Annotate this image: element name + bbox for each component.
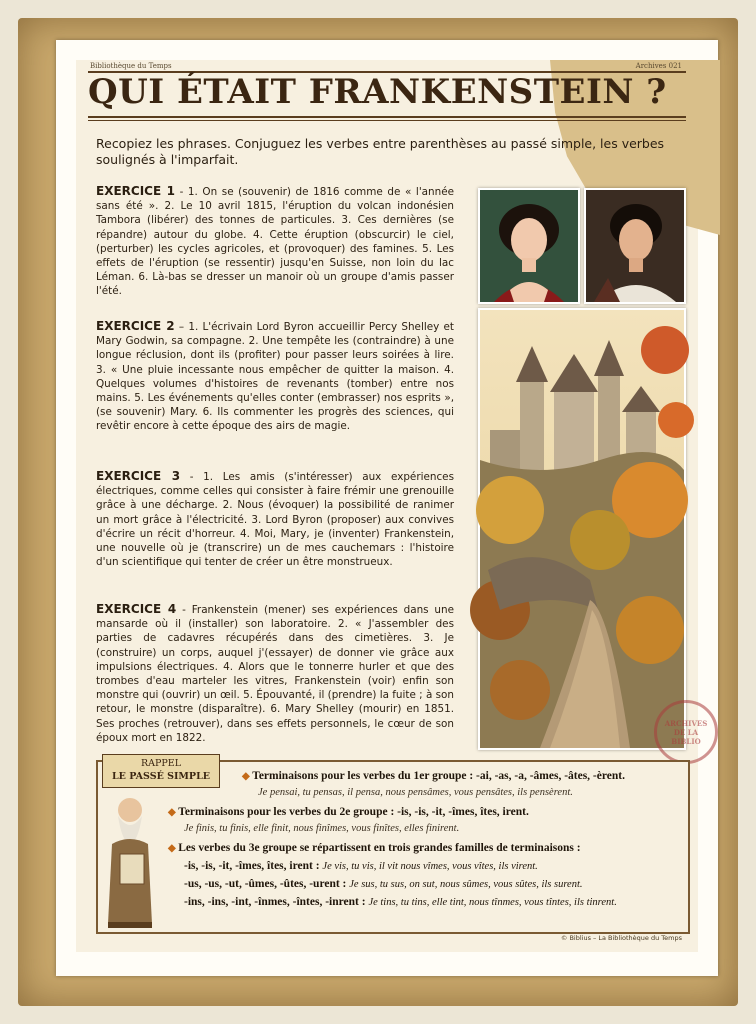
mary-shelley-portrait bbox=[478, 188, 580, 304]
rappel-family1-example: Je vis, tu vis, il vit nous vîmes, vous vîtes, ils virent. bbox=[322, 861, 538, 872]
credit-text: © Biblius – La Bibliothèque du Temps bbox=[560, 934, 682, 942]
rappel-group1-example: Je pensai, tu pensas, il pensa, nous pensâmes, vous pensâtes, ils pensèrent. bbox=[258, 787, 573, 798]
exercise-2: EXERCICE 2 – 1. L'écrivain Lord Byron accueillir Percy Shelley et Mary Godwin, sa compagne. 2. Une tempête les (contraindre) à une longue réclusion, dont ils (profiter) pour passer leurs soirées à lire. 3. « Une pluie incessante nous empêcher de quitter la maison. 4. Quelques volumes d'histoires de revenants (tomber) entre nos mains. 5. Les événements qu'elles conter (embrasser) nos esprits », (se souvenir) Mary. 6. Ils commenter les progrès des sciences, qui revêtir encore à cette époque des airs de magie. bbox=[96, 319, 454, 433]
header-archive-label: Archives 021 bbox=[635, 62, 682, 70]
rappel-family3-ending: -ins, -ins, -int, -înmes, -întes, -inrent : bbox=[184, 896, 366, 908]
page-title: QUI ÉTAIT FRANKENSTEIN ? bbox=[88, 72, 667, 112]
rappel-family2-example: Je sus, tu sus, on sut, nous sûmes, vous sûtes, ils surent. bbox=[349, 879, 583, 890]
rappel-family1 bbox=[184, 860, 538, 872]
exercise-2-title: EXERCICE 2 bbox=[96, 319, 175, 333]
exercise-4: EXERCICE 4 - Frankenstein (mener) ses expériences dans une mansarde où il (installer) son laboratoire. 2. « J'assembler des parties de cadavres récupérés dans des cimetières. 3. Je (construire) un corps, auquel j'(essayer) de donner vie grâce aux impulsions électriques. 4. Alors que le tonnerre hurler et que des trombes d'eau marteler les vitres, Frankenstein (voir) enfin son monstre qui (ouvrir) un œil. 5. Épouvanté, il (prendre) la fuite ; à son retour, le monstre (disparaître). 6. Mary Shelley (mourir) en 1851. Ses proches (retrouver), dans ses effets personnels, le cœur de son époux mort en 1822. bbox=[96, 602, 454, 744]
rappel-family2-ending: -us, -us, -ut, -ûmes, -ûtes, -urent : bbox=[184, 878, 347, 890]
header-bottom-rule bbox=[88, 116, 686, 118]
header-bottom-rule-thin bbox=[88, 120, 686, 121]
rappel-tag bbox=[102, 754, 220, 788]
rappel-family3-example: Je tins, tu tins, elle tint, nous tînmes, vous tîntes, ils tinrent. bbox=[368, 897, 617, 908]
rappel-group3-label: ◆ Les verbes du 3e groupe se répartissent en trois grandes familles de terminaisons : bbox=[168, 842, 581, 854]
exercise-3: EXERCICE 3 - 1. Les amis (s'intéresser) aux expériences électriques, comme celles qui consister à faire frémir une grenouille grâce à une décharge. 2. Nous (évoquer) la possibilité de ranimer un mort grâce à l'électricité. 3. Lord Byron (proposer) aux convives d'écrire un récit d'horreur. 4. Moi, Mary, je (inventer) Frankenstein, une nouvelle où je (transcrire) un de mes cauchemars : l'histoire d'un scientifique qui tenter de créer un être monstrueux. bbox=[96, 469, 454, 569]
library-stamp bbox=[654, 700, 718, 764]
instructions-text: Recopiez les phrases. Conjuguez les verbes entre parenthèses au passé simple, les verbes soulignés à l'imparfait. bbox=[96, 136, 665, 167]
castle-autumn-illustration bbox=[478, 308, 686, 750]
exercise-3-text: 1. Les amis (s'intéresser) aux expériences électriques, comme celles qui consister à faire frémir une grenouille grâce à une décharge. 2. Nous (évoquer) la possibilité de ranimer un mort grâce à l'électricité. 3. Lord Byron (proposer) aux convives d'écrire un récit d'horreur. 4. Moi, Mary, je (inventer) Frankenstein, une nouvelle où je (transcrire) un de mes cauchemars : l'histoire d'un scientifique qui tenter de créer un être monstrueux. bbox=[96, 471, 454, 569]
lord-byron-portrait bbox=[584, 188, 686, 304]
exercise-1: EXERCICE 1 - 1. On se (souvenir) de 1816 comme de « l'année sans été ». 2. Le 10 avril 1815, l'éruption du volcan indonésien Tambora (libérer) des tonnes de particules. 3. Ces dernières (se répandre) autour du globe. 4. Cette éruption (obscurcir) le ciel, (perturber) les cycles agricoles, et (provoquer) des famines. 5. Les effets de l'éruption (se ressentir) jusqu'en Suisse, non loin du lac Léman. 6. Là-bas se dresser un manoir où un groupe d'amis passer l'été. bbox=[96, 184, 454, 298]
worksheet-page bbox=[56, 40, 718, 976]
rappel-tag-line1: RAPPEL bbox=[140, 758, 182, 769]
exercise-4-title: EXERCICE 4 bbox=[96, 602, 177, 616]
bullet-diamond-icon: ◆ bbox=[168, 807, 179, 818]
rappel-family1-ending: -is, -is, -it, -îmes, îtes, irent : bbox=[184, 860, 320, 872]
rappel-family2 bbox=[184, 878, 583, 890]
exercise-1-title: EXERCICE 1 bbox=[96, 184, 175, 198]
rappel-family3 bbox=[184, 896, 617, 908]
stamp-text: ARCHIVES DE LA BIBLIO bbox=[664, 718, 708, 746]
exercise-3-title: EXERCICE 3 bbox=[96, 469, 181, 483]
rappel-group2-label: ◆ Terminaisons pour les verbes du 2e groupe : -is, -is, -it, -îmes, îtes, irent. bbox=[168, 806, 529, 818]
rappel-group1-label: ◆ Terminaisons pour les verbes du 1er groupe : -ai, -as, -a, -âmes, -âtes, -èrent. bbox=[242, 770, 625, 782]
worksheet-content bbox=[76, 60, 708, 952]
bullet-diamond-icon: ◆ bbox=[168, 843, 179, 854]
exercise-4-text: Frankenstein (mener) ses expériences dans une mansarde où il (installer) son laboratoire. 2. « J'assembler des parties de cadavres récupérés dans des cimetières. 3. Je (construire) un corps, auquel j'(essayer) de donner vie grâce aux impulsions électriques. 4. Alors que le tonnerre hurler et que des trombes d'eau marteler les vitres, Frankenstein (voir) enfin son monstre qui (ouvrir) un œil. 5. Épouvanté, il (prendre) la fuite ; à son retour, le monstre (disparaître). 6. Mary Shelley (mourir) en 1851. Ses proches (retrouver), dans ses effets personnels, le cœur de son époux mort en 1822. bbox=[96, 604, 454, 744]
exercise-2-text: 1. L'écrivain Lord Byron accueillir Percy Shelley et Mary Godwin, sa compagne. 2. Une tempête les (contraindre) à une longue réclusion, dont ils (profiter) pour passer leurs soirées à lire. 3. « Une pluie incessante nous empêcher de quitter la maison. 4. Quelques volumes d'histoires de revenants (tomber) entre nos mains. 5. Les événements qu'elles conter (embrasser) nos esprits », (se souvenir) Mary. 6. Ils commenter les progrès des sciences, qui revêtir encore à cette époque des airs de magie. bbox=[96, 321, 454, 433]
rappel-tag-line2: LE PASSÉ SIMPLE bbox=[112, 771, 210, 782]
rappel-group2-example: Je finis, tu finis, elle finit, nous finîmes, vous finîtes, elles finirent. bbox=[184, 823, 460, 834]
instructions bbox=[96, 136, 686, 168]
bullet-diamond-icon: ◆ bbox=[242, 771, 253, 782]
scribe-illustration bbox=[100, 794, 164, 930]
exercise-1-text: 1. On se (souvenir) de 1816 comme de « l'année sans été ». 2. Le 10 avril 1815, l'éruption du volcan indonésien Tambora (libérer) des tonnes de particules. 3. Ces dernières (se répandre) autour du globe. 4. Cette éruption (obscurcir) le ciel, (perturber) les cycles agricoles, et (provoquer) des famines. 5. Les effets de l'éruption (se ressentir) jusqu'en Suisse, non loin du lac Léman. 6. Là-bas se dresser un manoir où un groupe d'amis passer l'été. bbox=[96, 186, 454, 298]
header-library-label: Bibliothèque du Temps bbox=[90, 62, 172, 70]
